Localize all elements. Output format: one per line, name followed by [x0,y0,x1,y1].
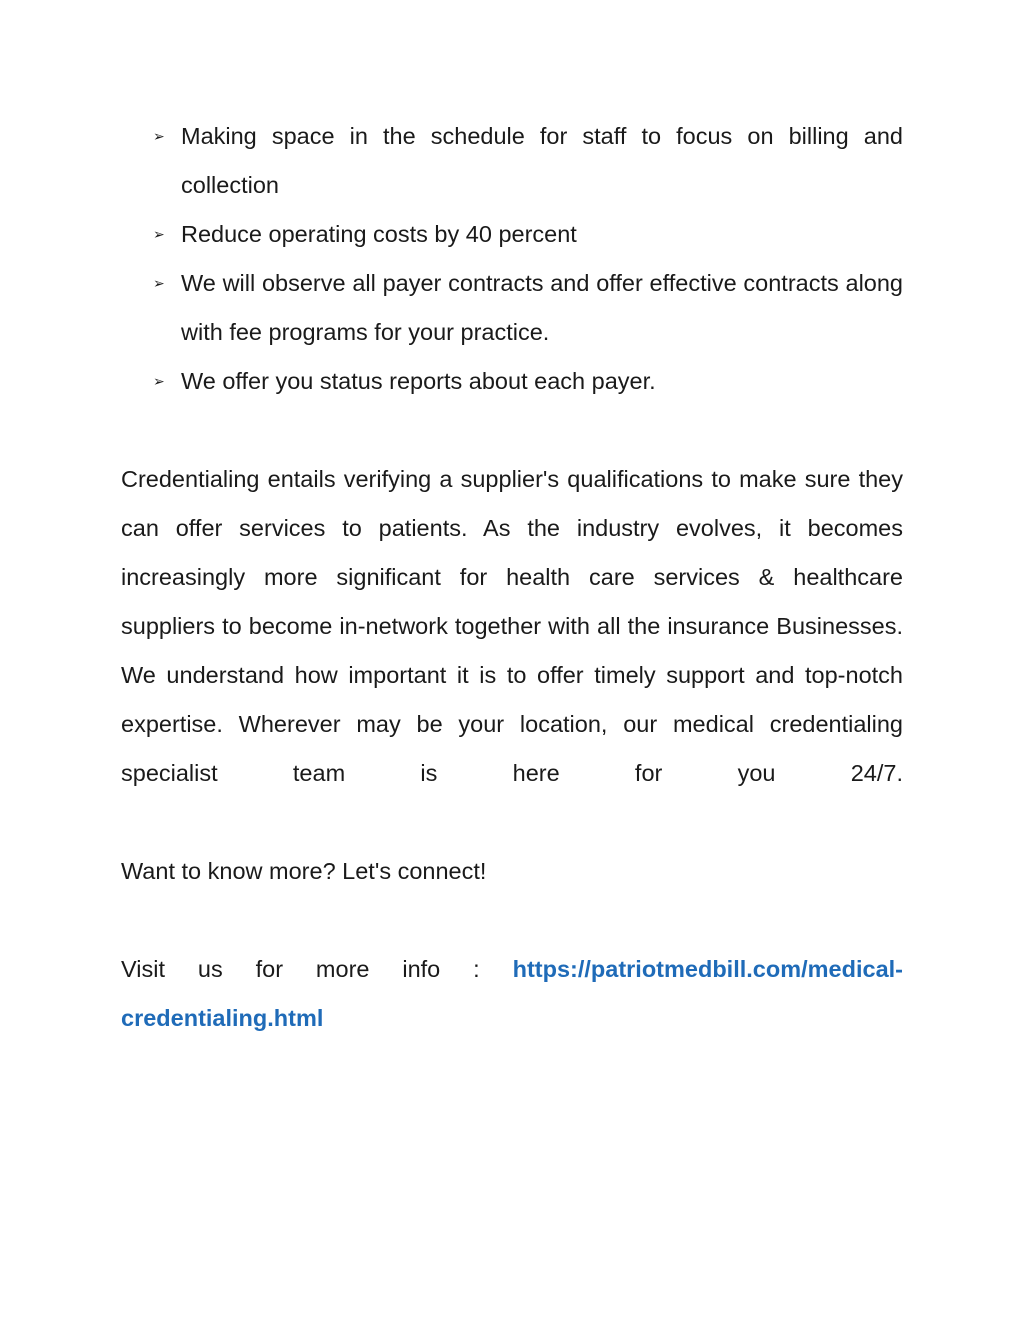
list-item [121,112,903,210]
list-item-text: Reduce operating costs by 40 percent [181,221,577,247]
visit-label: Visit us for more info : [121,956,513,982]
list-item-text: We offer you status reports about each payer. [181,368,656,394]
list-item [121,357,903,406]
document-page [121,112,903,1043]
connect-paragraph: Want to know more? Let's connect! [121,858,487,884]
arrow-bullet-icon: ➢ [153,373,165,389]
visit-paragraph [121,945,903,1043]
list-item [121,210,903,259]
arrow-bullet-icon: ➢ [153,275,165,291]
benefits-list [121,112,903,406]
arrow-bullet-icon: ➢ [153,128,165,144]
credentialing-paragraph: Credentialing entails verifying a supplier's qualifications to make sure they can offer services to patients. As the industry evolves, it becomes increasingly more significant for health care services & healthcare suppliers to become in-network together with all the insurance Businesses. We understand how important it is to offer timely support and top-notch expertise. Wherever may be your location, our medical credentialing specialist team is here for you 24/7. [121,466,903,786]
arrow-bullet-icon: ➢ [153,226,165,242]
list-item-text: We will observe all payer contracts and offer effective contracts along with fee programs for your practice. [181,270,903,345]
list-item-text: Making space in the schedule for staff to focus on billing and collection [181,123,903,198]
list-item [121,259,903,357]
website-link[interactable]: https://patriotmedbill.com/medical-credentialing.html [121,956,903,1031]
